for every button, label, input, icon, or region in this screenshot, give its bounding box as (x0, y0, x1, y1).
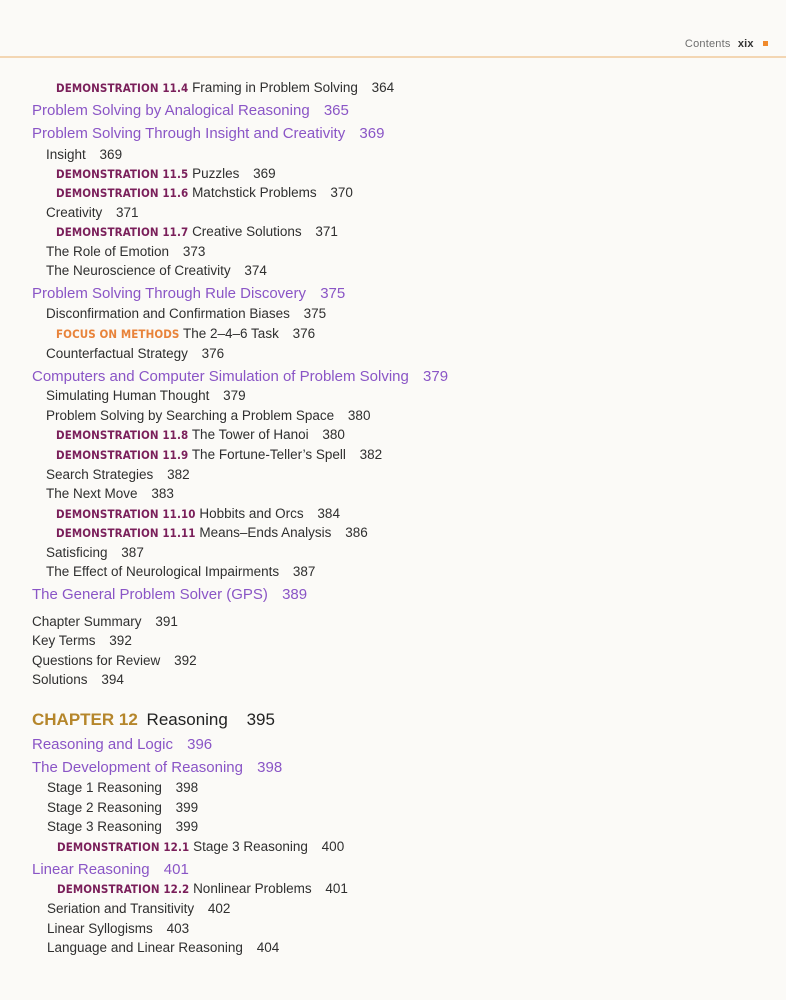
toc-entry (32, 368, 448, 385)
entry-title: Insight (46, 147, 86, 162)
entry-page: 374 (244, 263, 267, 278)
entry-title: The Fortune-Teller’s Spell (191, 447, 346, 462)
entry-tag: DEMONSTRATION 11.10 (56, 507, 196, 521)
toc-entry (56, 506, 340, 521)
entry-page: 401 (163, 861, 189, 878)
entry-page: 389 (282, 586, 308, 603)
entry-title: Puzzles (192, 166, 240, 181)
toc-entry (46, 346, 224, 361)
entry-title: The Effect of Neurological Impairments (46, 564, 280, 579)
entry-title: Problem Solving Through Insight and Creativity (32, 125, 346, 142)
entry-page: 380 (347, 408, 371, 423)
toc-entry (57, 839, 344, 854)
toc-entry (46, 486, 174, 501)
toc-entry (32, 614, 178, 629)
toc-entry (46, 564, 315, 579)
entry-page: 379 (423, 368, 449, 385)
running-title: Contents (684, 38, 731, 50)
entry-title: Simulating Human Thought (46, 388, 210, 403)
entry-title: Creativity (46, 205, 103, 220)
entry-page: 364 (371, 80, 395, 95)
entry-page: 380 (322, 427, 345, 442)
entry-title: Computers and Computer Simulation of Problem Solving (32, 368, 409, 385)
toc-entry (47, 921, 189, 936)
entry-page: 391 (155, 614, 178, 629)
entry-page: 373 (182, 244, 206, 259)
toc-entry (32, 653, 197, 668)
entry-title: Linear Syllogisms (47, 921, 153, 936)
toc-entry (32, 672, 124, 687)
entry-title: Stage 2 Reasoning (47, 800, 162, 815)
entry-title: The General Problem Solver (GPS) (32, 586, 268, 603)
entry-page: 396 (187, 736, 213, 753)
toc-entry (56, 326, 315, 341)
entry-page: 369 (359, 125, 385, 142)
chapter-page: 395 (246, 710, 275, 729)
entry-page: 384 (317, 506, 340, 521)
entry-title: Nonlinear Problems (193, 881, 312, 896)
toc-entry (32, 586, 307, 603)
entry-page: 387 (292, 564, 316, 579)
entry-page: 400 (321, 839, 345, 854)
entry-page: 403 (166, 921, 190, 936)
entry-title: Stage 3 Reasoning (193, 839, 308, 854)
entry-page: 398 (257, 759, 283, 776)
entry-title: Reasoning and Logic (32, 736, 173, 753)
entry-page: 383 (151, 486, 174, 501)
toc-entry (32, 759, 282, 776)
entry-title: Disconfirmation and Confirmation Biases (46, 306, 290, 321)
entry-tag: DEMONSTRATION 12.2 (57, 882, 190, 896)
entry-title: Questions for Review (32, 653, 161, 668)
toc-entry (56, 166, 276, 181)
entry-title: Problem Solving Through Rule Discovery (32, 285, 307, 302)
entry-tag: DEMONSTRATION 11.6 (56, 186, 189, 200)
toc-entry (32, 102, 349, 119)
entry-tag: DEMONSTRATION 12.1 (57, 840, 190, 854)
toc-entry (47, 800, 198, 815)
toc-entry (32, 633, 132, 648)
entry-page: 392 (109, 633, 132, 648)
toc-entry (47, 940, 279, 955)
entry-page: 379 (223, 388, 246, 403)
entry-page: 399 (175, 819, 199, 834)
chapter-label: CHAPTER 12 (32, 710, 138, 729)
entry-tag: DEMONSTRATION 11.8 (56, 428, 189, 442)
toc-entry (32, 861, 189, 878)
entry-page: 365 (323, 102, 349, 119)
toc-entry (47, 819, 198, 834)
entry-title: Chapter Summary (32, 614, 142, 629)
entry-tag: DEMONSTRATION 11.4 (56, 81, 189, 95)
entry-title: The Tower of Hanoi (191, 427, 309, 442)
entry-title: The Development of Reasoning (32, 759, 243, 776)
toc-entry (47, 901, 230, 916)
toc-entry (46, 147, 122, 162)
entry-title: Matchstick Problems (192, 185, 317, 200)
toc-entry (46, 205, 139, 220)
header-band (0, 0, 786, 58)
toc-entry (47, 780, 198, 795)
entry-title: Stage 3 Reasoning (47, 819, 162, 834)
toc-entry (56, 185, 353, 200)
square-marker-icon (763, 41, 768, 46)
entry-title: The Neuroscience of Creativity (46, 263, 231, 278)
entry-page: 382 (167, 467, 190, 482)
entry-title: Problem Solving by Searching a Problem Space (46, 408, 335, 423)
chapter-title: Reasoning (146, 710, 228, 729)
entry-page: 376 (201, 346, 225, 361)
entry-page: 386 (345, 525, 368, 540)
entry-page: 376 (292, 326, 316, 341)
entry-page: 375 (320, 285, 346, 302)
toc-entry (46, 545, 144, 560)
entry-page: 401 (325, 881, 348, 896)
toc-entry (56, 224, 338, 239)
toc-entry (56, 447, 382, 462)
toc-entry (46, 467, 190, 482)
entry-page: 402 (207, 901, 231, 916)
entry-title: Problem Solving by Analogical Reasoning (32, 102, 310, 119)
entry-title: Search Strategies (46, 467, 154, 482)
entry-page: 399 (175, 800, 199, 815)
entry-title: Creative Solutions (192, 224, 302, 239)
entry-title: Language and Linear Reasoning (47, 940, 243, 955)
entry-tag: DEMONSTRATION 11.9 (56, 448, 189, 462)
toc-entry (56, 80, 394, 95)
entry-page: 375 (303, 306, 327, 321)
toc-entry (57, 881, 348, 896)
entry-title: Seriation and Transitivity (47, 901, 195, 916)
chapter-heading (32, 710, 275, 730)
running-head (685, 38, 768, 50)
entry-title: Solutions (32, 672, 88, 687)
entry-page: 398 (175, 780, 199, 795)
entry-page: 371 (116, 205, 139, 220)
entry-page: 369 (99, 147, 123, 162)
page-number: xix (737, 38, 754, 50)
toc-entry (46, 244, 205, 259)
entry-page: 382 (359, 447, 383, 462)
entry-page: 370 (330, 185, 353, 200)
entry-title: The Next Move (46, 486, 138, 501)
entry-title: The Role of Emotion (46, 244, 170, 259)
entry-page: 404 (256, 940, 280, 955)
toc-entry (46, 263, 267, 278)
entry-title: Satisficing (46, 545, 108, 560)
toc-entry (46, 408, 370, 423)
toc-entry (46, 306, 326, 321)
toc-entry (32, 736, 212, 753)
entry-tag: DEMONSTRATION 11.5 (56, 167, 189, 181)
entry-page: 394 (101, 672, 124, 687)
entry-title: Key Terms (32, 633, 96, 648)
toc-entry (56, 525, 368, 540)
entry-tag: DEMONSTRATION 11.11 (56, 526, 196, 540)
entry-title: Hobbits and Orcs (199, 506, 304, 521)
entry-tag: DEMONSTRATION 11.7 (56, 225, 189, 239)
entry-title: Stage 1 Reasoning (47, 780, 162, 795)
entry-page: 392 (174, 653, 197, 668)
toc-entry (46, 388, 246, 403)
entry-page: 371 (315, 224, 338, 239)
toc-entry (32, 285, 345, 302)
entry-page: 369 (253, 166, 276, 181)
toc-entry (32, 125, 384, 142)
entry-tag: FOCUS ON METHODS (56, 327, 180, 341)
entry-title: Linear Reasoning (32, 861, 150, 878)
entry-title: Framing in Problem Solving (192, 80, 358, 95)
entry-title: Counterfactual Strategy (46, 346, 188, 361)
toc-entry (56, 427, 345, 442)
entry-title: Means–Ends Analysis (199, 525, 332, 540)
entry-title: The 2–4–6 Task (183, 326, 279, 341)
entry-page: 387 (121, 545, 144, 560)
